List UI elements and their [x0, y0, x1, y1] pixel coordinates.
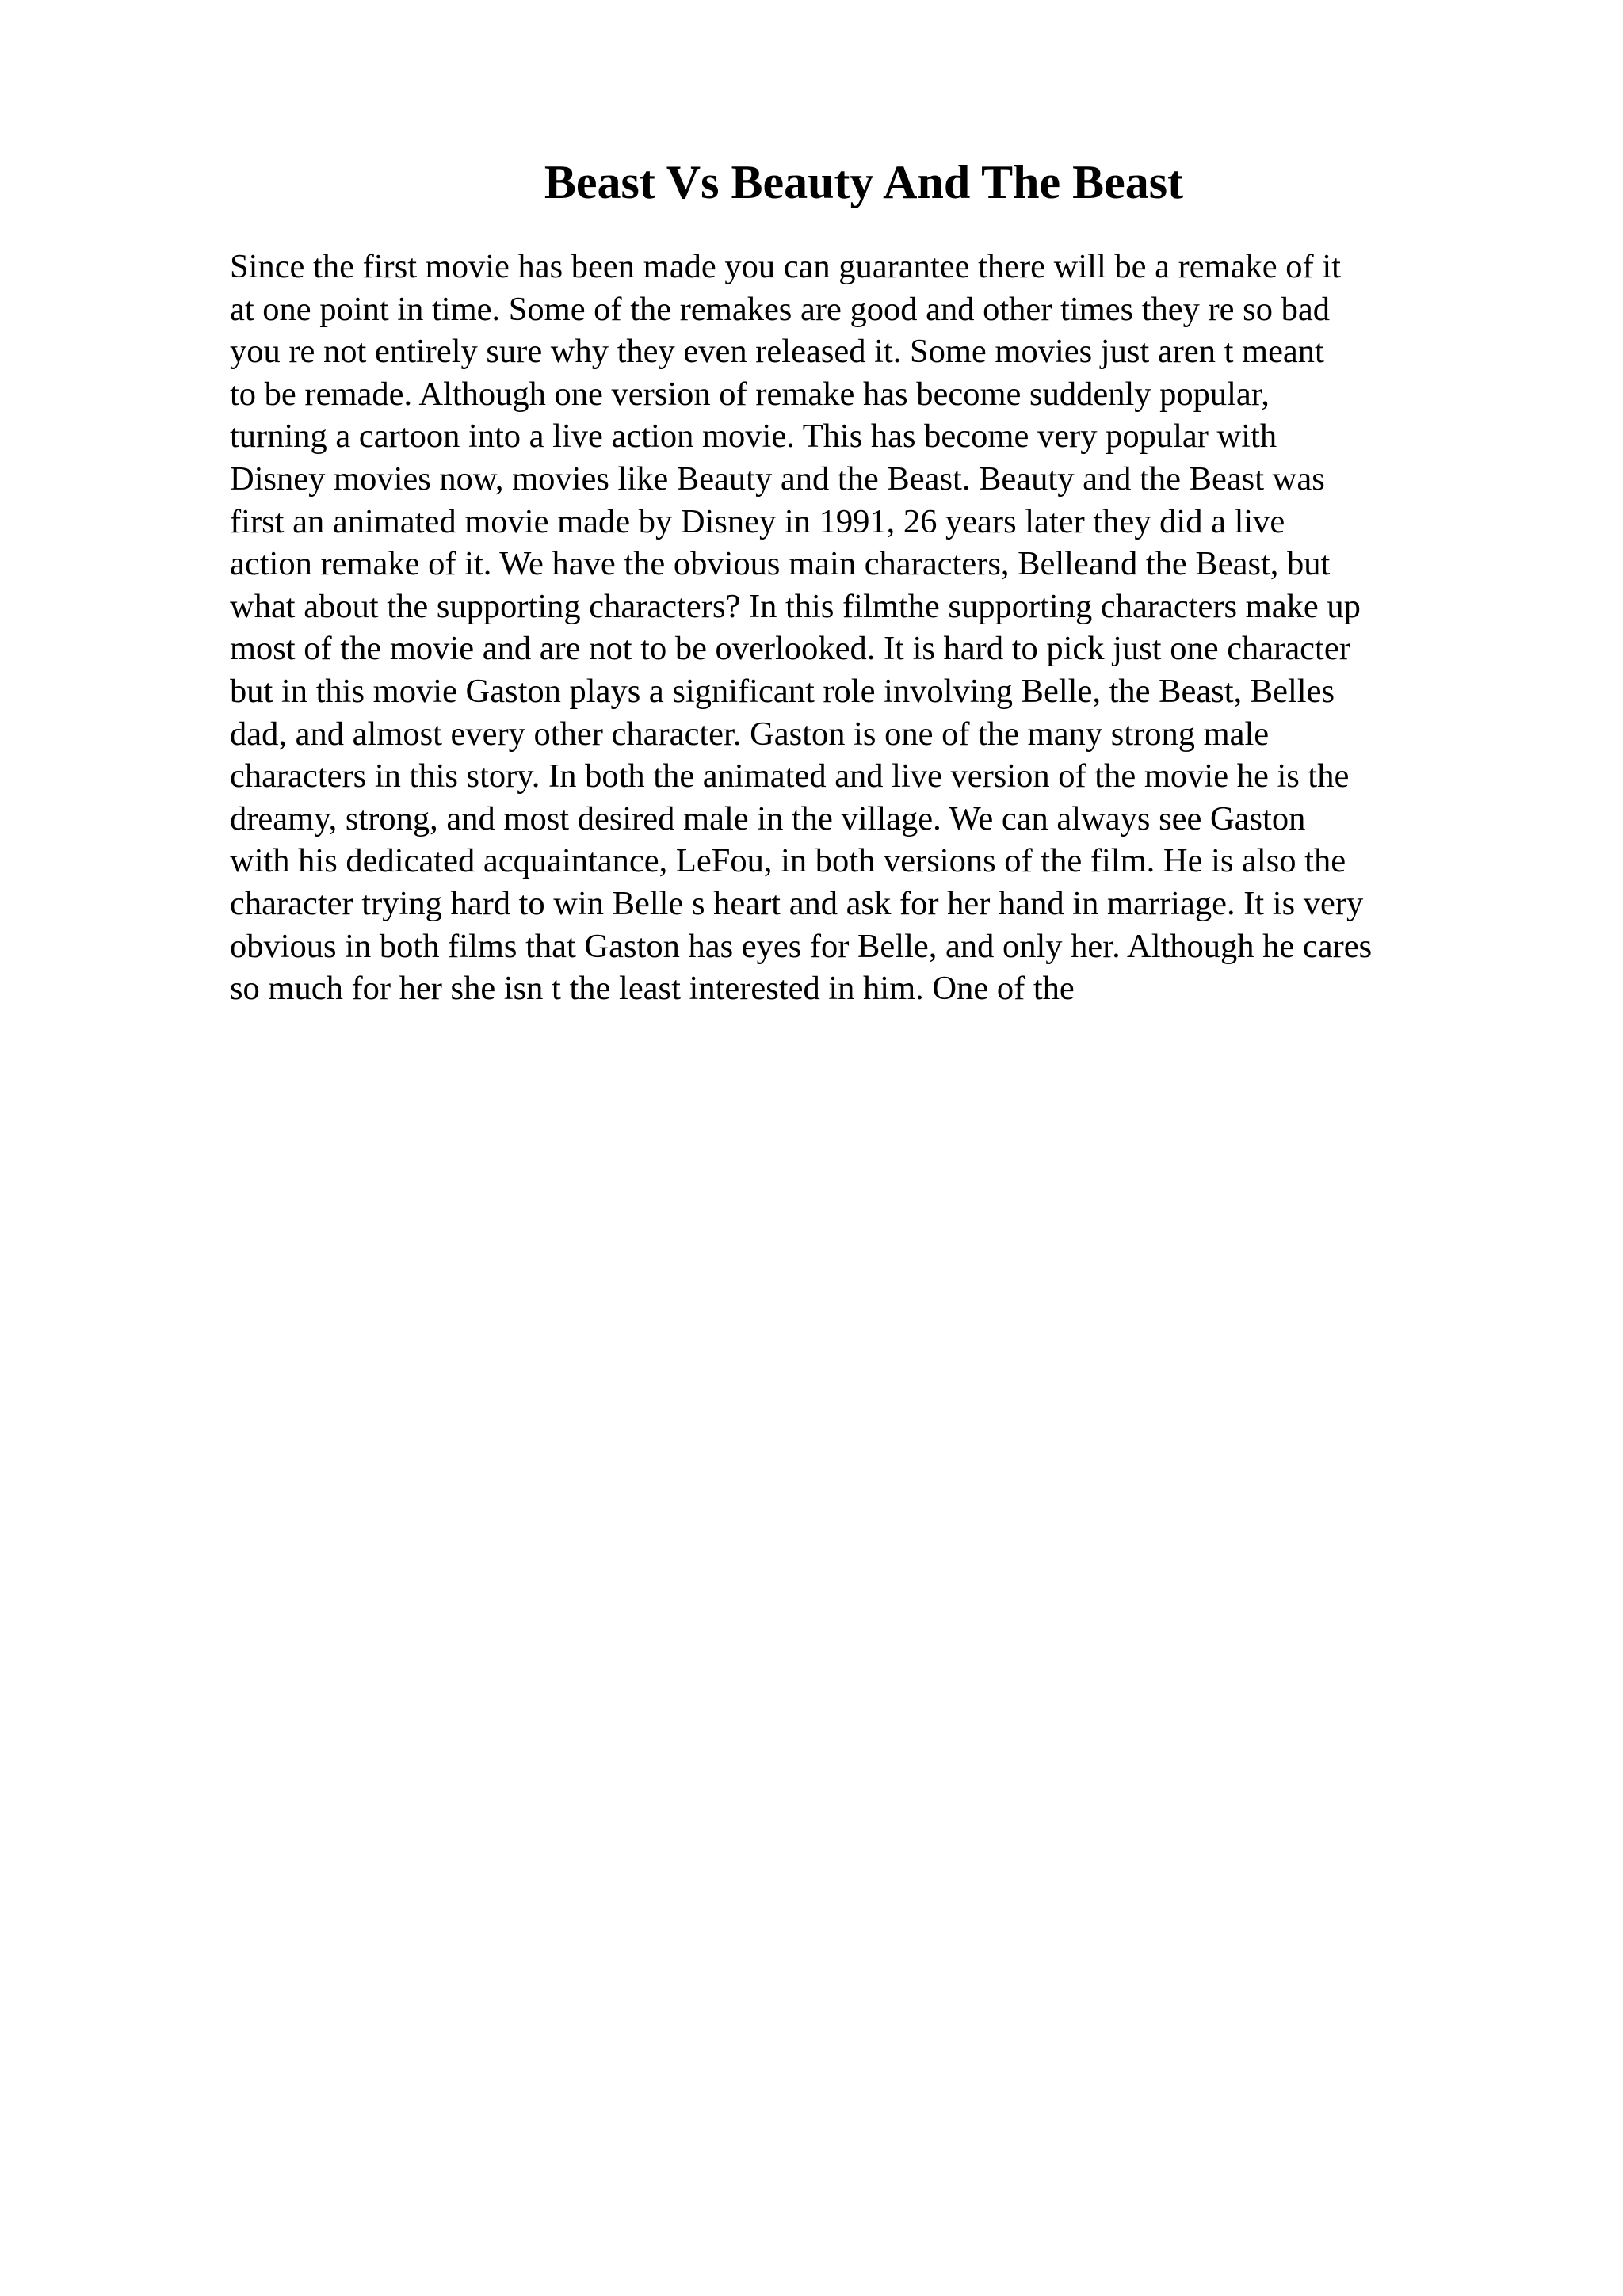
body-line: first an animated movie made by Disney in 1991, 26 years later they did a live	[230, 502, 1285, 540]
body-line: at one point in time. Some of the remakes are good and other times they re so bad	[230, 290, 1330, 328]
body-line: Since the first movie has been made you can guarantee there will be a remake of it	[230, 248, 1341, 285]
body-line: to be remade. Although one version of remake has become suddenly popular,	[230, 375, 1270, 413]
body-line: obvious in both films that Gaston has eyes for Belle, and only her. Although he cares	[230, 927, 1373, 965]
body-line: what about the supporting characters? In this filmthe supporting characters make up	[230, 587, 1361, 625]
body-line: character trying hard to win Belle s heart and ask for her hand in marriage. It is very	[230, 884, 1364, 922]
body-line: dad, and almost every other character. Gaston is one of the many strong male	[230, 715, 1270, 753]
document-title: Beast Vs Beauty And The Beast	[544, 156, 1184, 208]
body-line: dreamy, strong, and most desired male in the village. We can always see Gaston	[230, 799, 1306, 837]
body-line: so much for her she isn t the least interested in him. One of the	[230, 970, 1075, 1008]
body-line: you re not entirely sure why they even released it. Some movies just aren t meant	[230, 333, 1324, 371]
body-line: Disney movies now, movies like Beauty and the Beast. Beauty and the Beast was	[230, 460, 1325, 498]
body-line: with his dedicated acquaintance, LeFou, in both versions of the film. He is also the	[230, 842, 1346, 880]
document-body	[230, 246, 1498, 1010]
body-line: but in this movie Gaston plays a significant role involving Belle, the Beast, Belles	[230, 672, 1335, 710]
body-line: action remake of it. We have the obvious main characters, Belleand the Beast, but	[230, 545, 1331, 583]
body-line: characters in this story. In both the animated and live version of the movie he is the	[230, 757, 1350, 795]
body-line: most of the movie and are not to be overlooked. It is hard to pick just one character	[230, 630, 1350, 668]
body-line: turning a cartoon into a live action movie. This has become very popular with	[230, 418, 1277, 456]
